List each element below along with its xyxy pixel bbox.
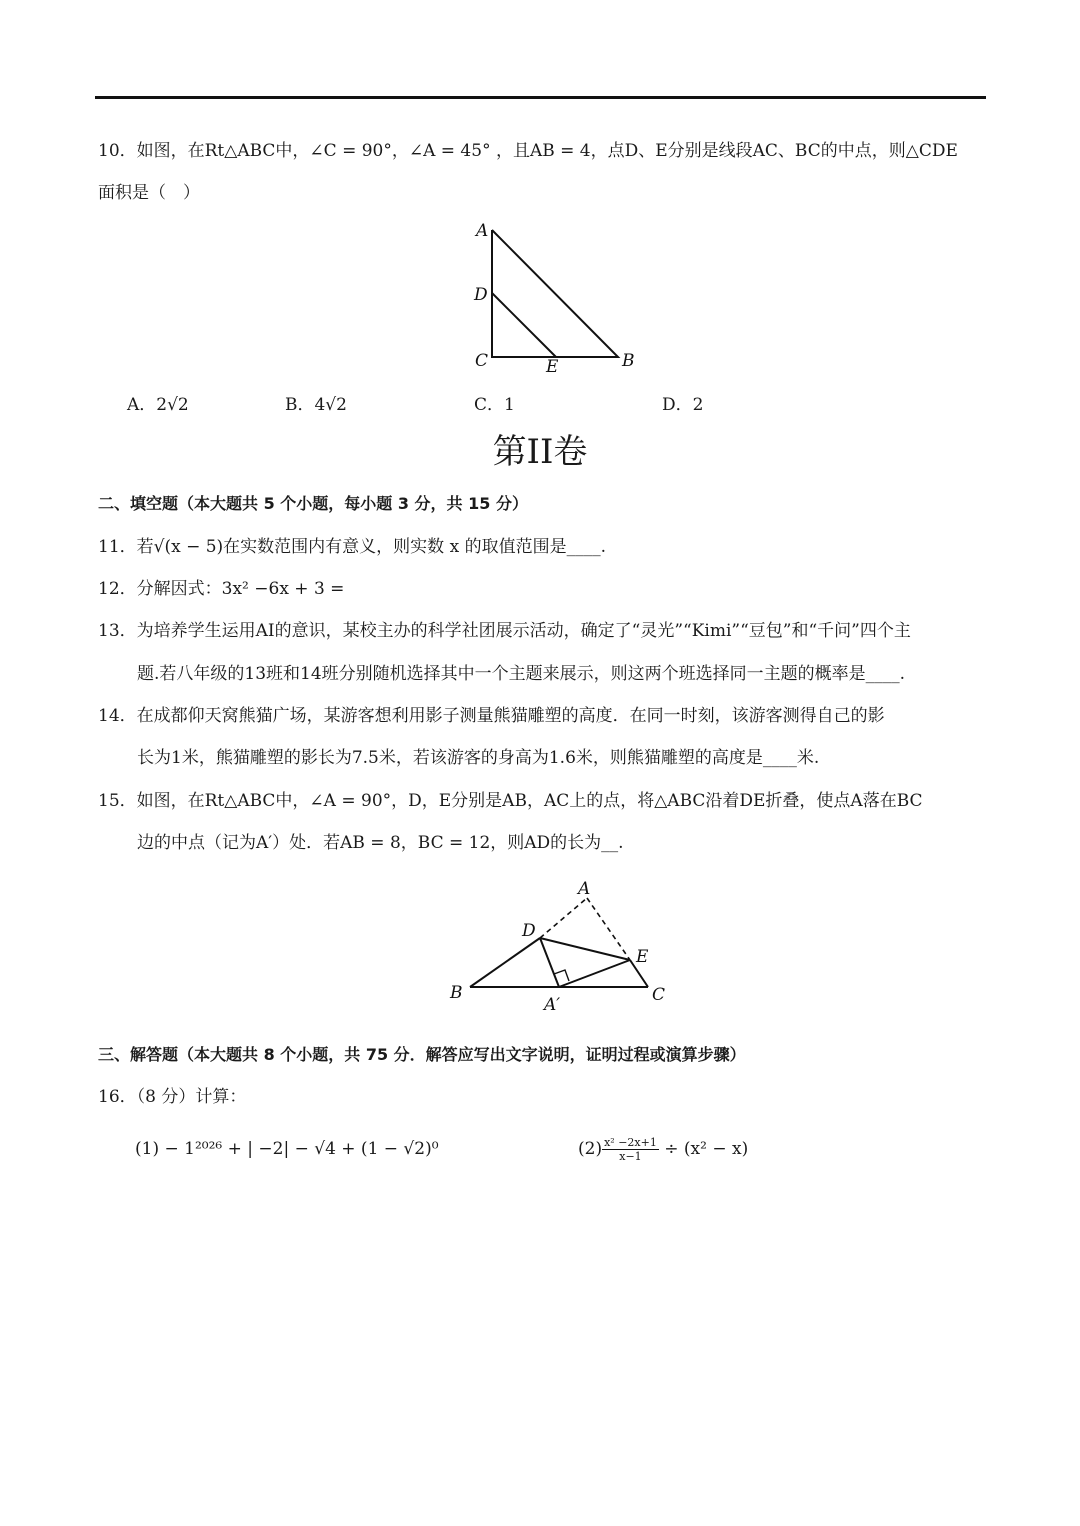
q16-part2-prefix: (2) (578, 1139, 603, 1159)
q15-fold-figure (440, 872, 680, 1022)
q10-triangle (492, 230, 618, 357)
q15-label-d: D (522, 921, 536, 941)
q12: 12．分解因式：3x² −6x + 3 = (98, 579, 345, 599)
q15-dashed-ad (540, 898, 587, 938)
q13-line2: 题.若八年级的13班和14班分别随机选择其中一个主题来展示，则这两个班选择同一主题的概率是____. (137, 664, 906, 684)
q15-segment-a-prime-e (559, 960, 630, 987)
q15-line2: 边的中点（记为A′）处．若AB = 8，BC = 12，则AD的长为__. (137, 833, 624, 853)
q16-part2-fraction (602, 1136, 659, 1163)
q15-segment-bd (470, 938, 540, 987)
q14-line2: 长为1米，熊猫雕塑的影长为7.5米，若该游客的身高为1.6米，则熊猫雕塑的高度是____米. (137, 748, 820, 768)
q15-label-a: A (578, 879, 591, 899)
q10-label-e: E (546, 357, 559, 377)
section3-heading: 三、解答题（本大题共 8 个小题，共 75 分．解答应写出文字说明，证明过程或演算步骤） (98, 1045, 746, 1064)
q13-line1: 13．为培养学生运用AI的意识，某校主办的科学社团展示活动，确定了“灵光”“Kimi”“豆包”和“千问”四个主 (98, 621, 911, 641)
q16-stem: 16．（8 分）计算： (98, 1087, 247, 1107)
q16-part2-suffix: ÷ (x² − x) (658, 1139, 749, 1159)
q10-stem-line1: 10．如图，在Rt△ABC中，∠C = 90°，∠A = 45° ，且AB = 4，点D、E分别是线段AC、BC的中点，则△CDE (98, 141, 958, 161)
header-rule (95, 96, 986, 99)
q10-stem-line2: 面积是（ ） (98, 183, 200, 203)
q10-label-b: B (622, 351, 635, 371)
q16-part2-denominator: x−1 (619, 1150, 642, 1163)
q10-segment-de (492, 293, 556, 357)
q16-part2 (578, 1136, 748, 1163)
q16-part2-numerator: x² −2x+1 (604, 1136, 657, 1149)
q16-part1: (1) − 1²⁰²⁶ + | −2| − √4 + (1 − √2)⁰ (135, 1139, 439, 1159)
q15-line1: 15．如图，在Rt△ABC中，∠A = 90°，D，E分别是AB，AC上的点，将△ABC沿着DE折叠，使点A落在BC (98, 791, 923, 811)
section2-heading: 二、填空题（本大题共 5 个小题，每小题 3 分，共 15 分） (98, 494, 528, 513)
q15-segment-da-prime (540, 938, 559, 987)
q15-label-b: B (450, 983, 463, 1003)
q11: 11．若√(x − 5)在实数范围内有意义，则实数 x 的取值范围是____. (98, 537, 606, 557)
q10-label-a: A (476, 221, 489, 241)
q10-triangle-figure (470, 220, 640, 380)
q10-label-c: C (475, 351, 489, 371)
q15-label-e: E (636, 947, 649, 967)
q10-label-d: D (474, 285, 488, 305)
q15-segment-de (540, 938, 630, 960)
part-title: 第II卷 (492, 432, 588, 472)
q10-option-a: A．2√2 (127, 395, 189, 415)
q15-label-c: C (652, 985, 666, 1005)
q10-option-d: D．2 (662, 395, 704, 415)
q10-option-c: C．1 (474, 395, 515, 415)
q15-label-a-prime: A′ (544, 995, 561, 1015)
q10-option-b: B．4√2 (285, 395, 347, 415)
q14-line1: 14．在成都仰天窝熊猫广场，某游客想利用影子测量熊猫雕塑的高度．在同一时刻，该游客测得自己的影 (98, 706, 885, 726)
